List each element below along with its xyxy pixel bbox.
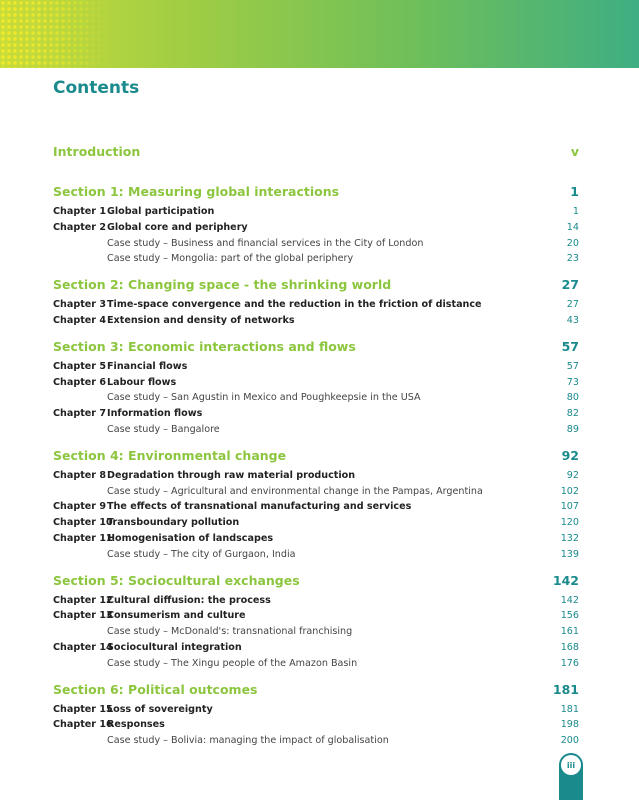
entry-page: 73 bbox=[566, 376, 579, 388]
entry-page: 161 bbox=[560, 626, 579, 638]
case-study-title: Case study – Bolivia: managing the impact of globalisation bbox=[107, 735, 389, 747]
chapter-title: Responses bbox=[107, 719, 165, 731]
page-title: Contents bbox=[53, 78, 140, 98]
section-title: Section 3: Economic interactions and flows bbox=[53, 338, 356, 354]
chapter-title: Degradation through raw material production bbox=[107, 469, 356, 481]
chapter-entry[interactable] bbox=[53, 517, 579, 533]
chapter-number: Chapter 3 bbox=[53, 299, 107, 311]
section-list bbox=[53, 184, 579, 751]
section-page: 27 bbox=[561, 277, 579, 293]
entry-page: 89 bbox=[566, 423, 579, 435]
chapter-title: Global core and periphery bbox=[107, 221, 248, 233]
entry-page: 23 bbox=[566, 253, 579, 265]
case-study-title: Case study – Agricultural and environmental change in the Pampas, Argentina bbox=[107, 485, 483, 497]
case-study-title: Case study – Business and financial services in the City of London bbox=[107, 237, 424, 249]
chapter-entry[interactable] bbox=[53, 501, 579, 517]
section-heading[interactable] bbox=[53, 682, 579, 704]
chapter-number: Chapter 8 bbox=[53, 469, 107, 481]
entry-page: 43 bbox=[566, 314, 579, 326]
chapter-title: Time-space convergence and the reduction in the friction of distance bbox=[107, 299, 482, 311]
entry-page: 14 bbox=[566, 221, 579, 233]
section-page: 142 bbox=[552, 572, 579, 588]
entry-page: 139 bbox=[560, 548, 579, 560]
section-heading[interactable] bbox=[53, 339, 579, 361]
case-study-entry[interactable] bbox=[53, 549, 579, 565]
entry-page: 102 bbox=[560, 485, 579, 497]
chapter-number: Chapter 16 bbox=[53, 719, 113, 731]
section-heading[interactable] bbox=[53, 573, 579, 595]
chapter-number: Chapter 7 bbox=[53, 408, 107, 420]
case-study-entry[interactable] bbox=[53, 486, 579, 502]
chapter-title: The effects of transnational manufacturing and services bbox=[107, 501, 412, 513]
chapter-title: Homogenisation of landscapes bbox=[107, 532, 274, 544]
case-study-entry[interactable] bbox=[53, 424, 579, 440]
chapter-number: Chapter 10 bbox=[53, 517, 113, 529]
entry-page: 200 bbox=[560, 735, 579, 747]
chapter-title: Sociocultural integration bbox=[107, 641, 242, 653]
intro-label: Introduction bbox=[53, 144, 141, 159]
chapter-number: Chapter 2 bbox=[53, 221, 107, 233]
chapter-title: Extension and density of networks bbox=[107, 314, 295, 326]
chapter-number: Chapter 15 bbox=[53, 703, 113, 715]
chapter-entry[interactable] bbox=[53, 377, 579, 393]
case-study-entry[interactable] bbox=[53, 658, 579, 674]
chapter-entry[interactable] bbox=[53, 610, 579, 626]
chapter-number: Chapter 13 bbox=[53, 610, 113, 622]
case-study-title: Case study – Mongolia: part of the global periphery bbox=[107, 253, 354, 265]
section-title: Section 4: Environmental change bbox=[53, 447, 287, 463]
case-study-title: Case study – Bangalore bbox=[107, 423, 220, 435]
chapter-number: Chapter 6 bbox=[53, 376, 107, 388]
halftone-pattern bbox=[0, 0, 110, 68]
chapter-entry[interactable] bbox=[53, 408, 579, 424]
intro-entry[interactable] bbox=[53, 144, 579, 164]
chapter-number: Chapter 11 bbox=[53, 532, 113, 544]
chapter-entry[interactable] bbox=[53, 361, 579, 377]
case-study-title: Case study – San Agustin in Mexico and Poughkeepsie in the USA bbox=[107, 392, 421, 404]
chapter-title: Financial flows bbox=[107, 360, 188, 372]
case-study-title: Case study – The city of Gurgaon, India bbox=[107, 548, 296, 560]
entry-page: 142 bbox=[560, 594, 579, 606]
section-page: 1 bbox=[570, 184, 579, 199]
chapter-title: Transboundary pollution bbox=[107, 517, 240, 529]
chapter-entry[interactable] bbox=[53, 704, 579, 720]
intro-page: v bbox=[570, 144, 579, 159]
chapter-entry[interactable] bbox=[53, 299, 579, 315]
section-heading[interactable] bbox=[53, 184, 579, 206]
entry-page: 92 bbox=[566, 469, 579, 481]
case-study-entry[interactable] bbox=[53, 392, 579, 408]
chapter-entry[interactable] bbox=[53, 206, 579, 222]
chapter-number: Chapter 14 bbox=[53, 641, 113, 653]
chapter-title: Cultural diffusion: the process bbox=[107, 594, 271, 606]
section-heading[interactable] bbox=[53, 448, 579, 470]
entry-page: 82 bbox=[566, 408, 579, 420]
entry-page: 132 bbox=[560, 532, 579, 544]
chapter-entry[interactable] bbox=[53, 595, 579, 611]
entry-page: 176 bbox=[560, 657, 579, 669]
entry-page: 168 bbox=[560, 641, 579, 653]
section-page: 181 bbox=[552, 681, 579, 697]
chapter-title: Global participation bbox=[107, 206, 215, 217]
chapter-entry[interactable] bbox=[53, 642, 579, 658]
chapter-number: Chapter 4 bbox=[53, 314, 107, 326]
table-of-contents bbox=[53, 144, 579, 751]
entry-page: 80 bbox=[566, 392, 579, 404]
section-page: 57 bbox=[561, 338, 579, 354]
chapter-entry[interactable] bbox=[53, 719, 579, 735]
section-title: Section 5: Sociocultural exchanges bbox=[53, 572, 300, 588]
entry-page: 20 bbox=[566, 237, 579, 249]
entry-page: 57 bbox=[566, 360, 579, 372]
section-page: 92 bbox=[561, 447, 579, 463]
chapter-title: Information flows bbox=[107, 408, 203, 420]
chapter-entry[interactable] bbox=[53, 533, 579, 549]
entry-page: 1 bbox=[572, 206, 579, 217]
chapter-title: Loss of sovereignty bbox=[107, 703, 213, 715]
chapter-title: Labour flows bbox=[107, 376, 177, 388]
case-study-entry[interactable] bbox=[53, 735, 579, 751]
entry-page: 27 bbox=[566, 299, 579, 311]
page-number: iii bbox=[561, 755, 581, 775]
entry-page: 198 bbox=[560, 719, 579, 731]
case-study-entry[interactable] bbox=[53, 626, 579, 642]
header-banner bbox=[0, 0, 639, 68]
chapter-number: Chapter 12 bbox=[53, 594, 113, 606]
section-title: Section 2: Changing space - the shrinking world bbox=[53, 277, 392, 293]
chapter-entry[interactable] bbox=[53, 470, 579, 486]
chapter-number: Chapter 9 bbox=[53, 501, 107, 513]
chapter-entry[interactable] bbox=[53, 315, 579, 331]
section-title: Section 1: Measuring global interactions bbox=[53, 184, 340, 199]
chapter-entry[interactable] bbox=[53, 222, 579, 238]
case-study-title: Case study – The Xingu people of the Amazon Basin bbox=[107, 657, 358, 669]
entry-page: 120 bbox=[560, 517, 579, 529]
entry-page: 107 bbox=[560, 501, 579, 513]
chapter-number: Chapter 1 bbox=[53, 206, 107, 217]
section-title: Section 6: Political outcomes bbox=[53, 681, 258, 697]
entry-page: 156 bbox=[560, 610, 579, 622]
chapter-number: Chapter 5 bbox=[53, 360, 107, 372]
section-heading[interactable] bbox=[53, 277, 579, 299]
chapter-title: Consumerism and culture bbox=[107, 610, 246, 622]
case-study-entry[interactable] bbox=[53, 253, 579, 269]
case-study-title: Case study – McDonald's: transnational franchising bbox=[107, 626, 353, 638]
case-study-entry[interactable] bbox=[53, 238, 579, 254]
entry-page: 181 bbox=[560, 703, 579, 715]
